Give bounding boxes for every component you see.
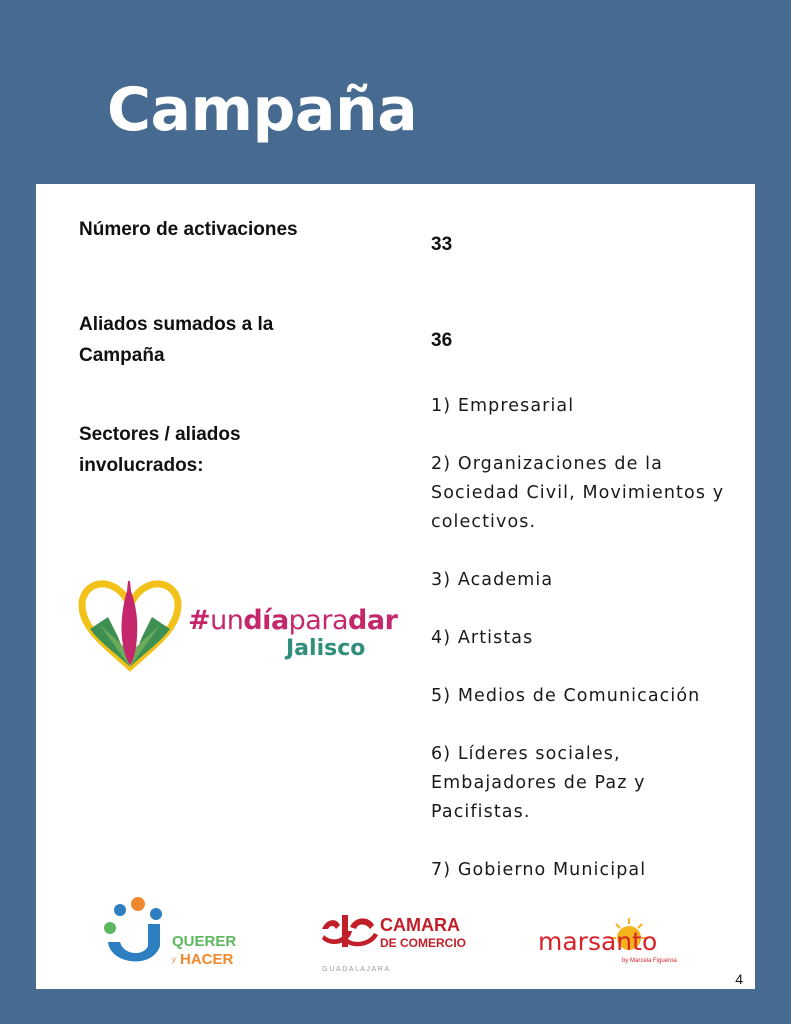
querer-text: QUERER bbox=[172, 933, 237, 950]
camara-comercio-logo bbox=[318, 909, 478, 979]
querer-hacer-logo bbox=[102, 896, 252, 974]
hacer-text: HACER bbox=[180, 951, 234, 968]
page-title: Campaña bbox=[107, 75, 418, 145]
aliados-label: Aliados sumados a la Campaña bbox=[79, 314, 274, 366]
hashtag-prefix: # bbox=[188, 605, 211, 636]
list-item: 6) Líderes sociales, Embajadores de Paz y Pacifistas. bbox=[431, 744, 646, 822]
heart-icon bbox=[82, 581, 178, 667]
aliados-value: 36 bbox=[431, 330, 453, 351]
querer-connector: y bbox=[172, 955, 176, 964]
region-text: Jalisco bbox=[286, 636, 366, 661]
content-card bbox=[36, 184, 755, 989]
sectores-label: Sectores / aliados involucrados: bbox=[79, 424, 241, 476]
list-item: 1) Empresarial bbox=[431, 396, 575, 416]
sectors-list bbox=[431, 392, 741, 914]
hashtag-dar: dar bbox=[348, 605, 398, 636]
marsanto-logo bbox=[536, 916, 701, 968]
campaign-logo bbox=[78, 577, 398, 669]
list-item: 7) Gobierno Municipal bbox=[431, 860, 647, 880]
hashtag-un: un bbox=[210, 605, 244, 636]
hashtag-para: para bbox=[288, 605, 349, 636]
activaciones-value: 33 bbox=[431, 234, 453, 255]
hashtag-dia: día bbox=[243, 605, 289, 636]
marsanto-tagline: by Marcela Figueroa bbox=[622, 958, 677, 964]
people-icon bbox=[104, 897, 162, 961]
camara-city: G U A D A L A J A R A bbox=[322, 966, 390, 973]
svg-text:#undíaparadar bbox=[188, 605, 399, 636]
list-item: 3) Academia bbox=[431, 570, 554, 590]
page-number: 4 bbox=[735, 971, 743, 987]
marsanto-name: marsanto bbox=[538, 927, 658, 956]
list-item: 4) Artistas bbox=[431, 628, 534, 648]
camara-emblem-icon bbox=[322, 915, 378, 947]
camara-line1: CAMARA bbox=[380, 915, 460, 935]
activaciones-label: Número de activaciones bbox=[79, 219, 298, 240]
list-item: 5) Medios de Comunicación bbox=[431, 686, 701, 706]
list-item: 2) Organizaciones de la Sociedad Civil, Movimientos y colectivos. bbox=[431, 454, 725, 532]
camara-line2: DE COMERCIO bbox=[380, 936, 467, 950]
